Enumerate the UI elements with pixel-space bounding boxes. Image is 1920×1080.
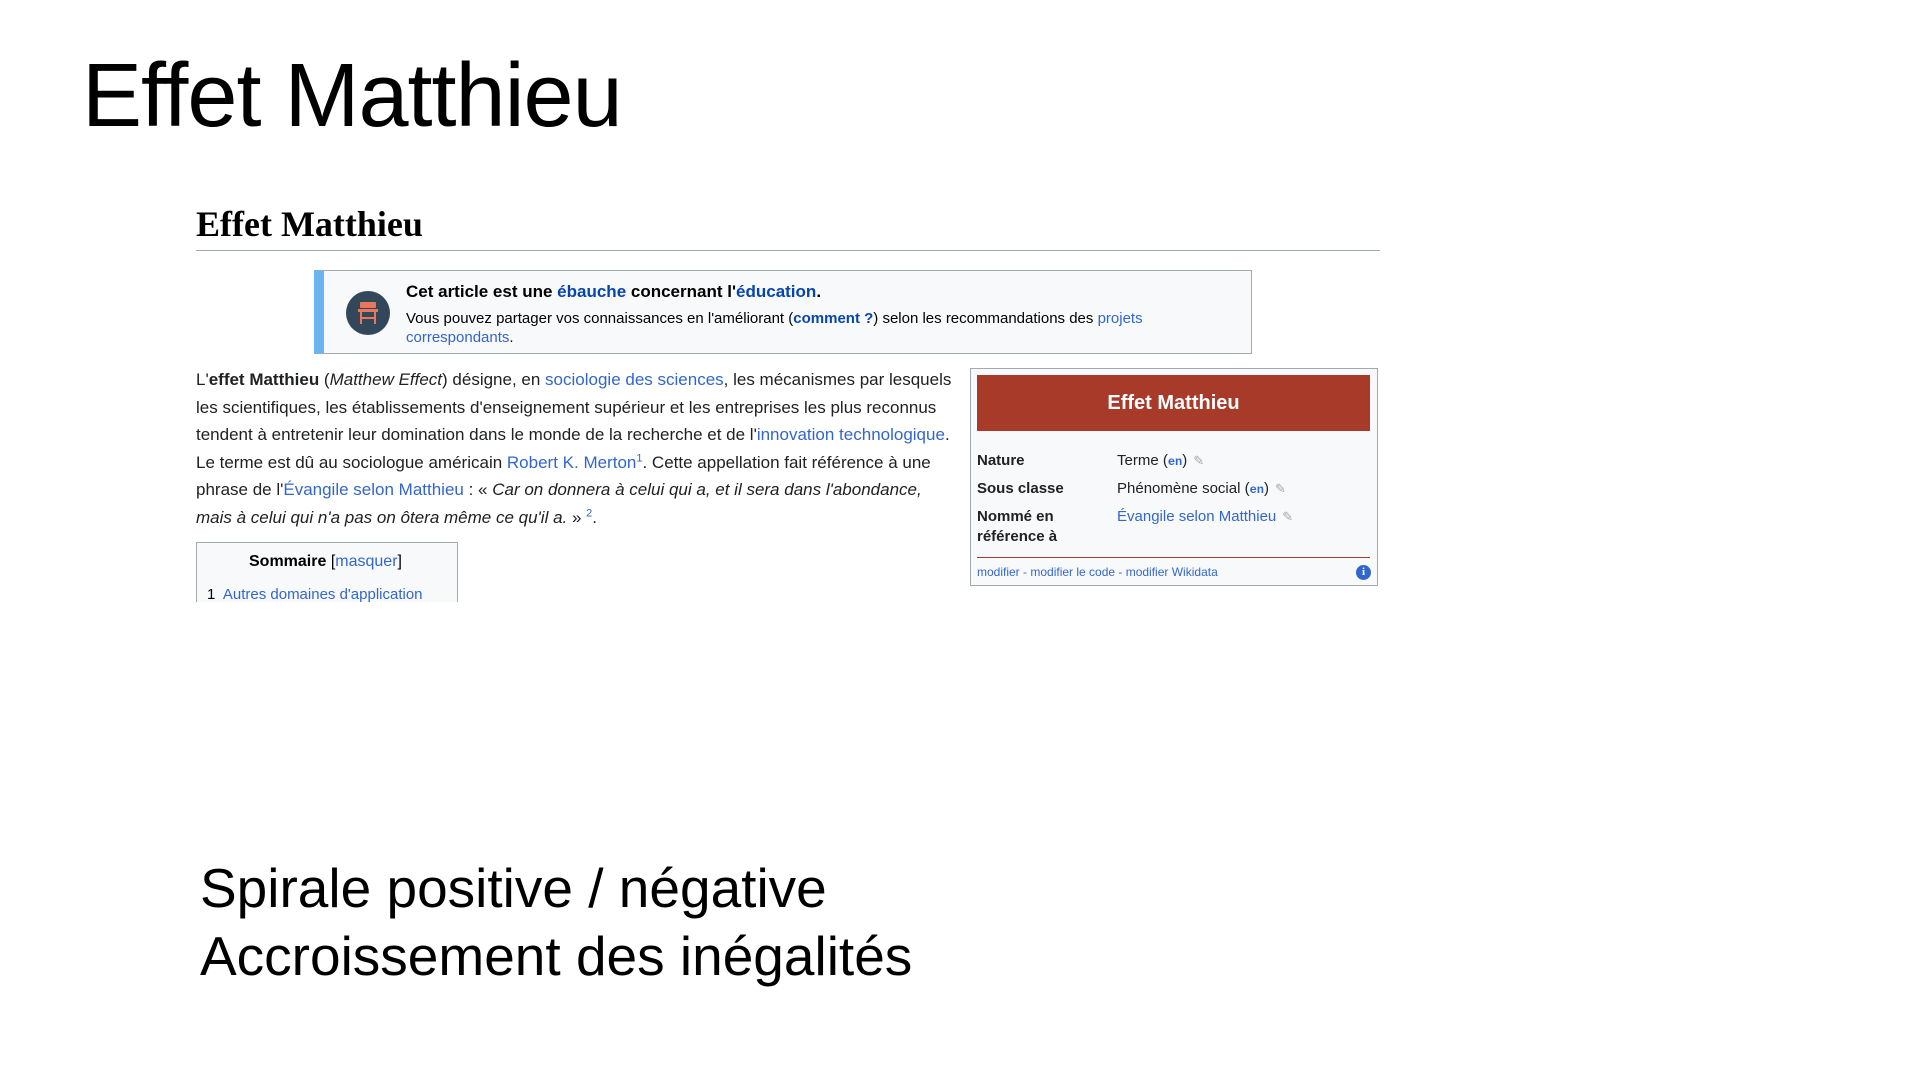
text: . <box>592 507 598 527</box>
link-projets-correspondants[interactable]: projets correspondants <box>406 310 1143 346</box>
infobox-value <box>1117 479 1286 500</box>
infobox-row-nature <box>977 451 1370 475</box>
bullet-line: Accroissement des inégalités <box>200 925 913 987</box>
paren: ( <box>1244 480 1250 497</box>
notice-heading <box>406 281 821 303</box>
text: , les mécanismes par lesquels les scientifiques, les établissements d'enseignement supérieur et les entreprises les plus reconnus tendent à entretenir leur domination dans le monde de la recherche et de l' <box>196 370 952 444</box>
toc-title: Sommaire <box>249 553 327 570</box>
link-en[interactable]: en <box>1167 455 1183 469</box>
toc-item-number: 1 <box>207 586 216 602</box>
infobox-edit-links[interactable]: modifier - modifier le code - modifier Wikidata <box>977 565 1218 579</box>
infobox <box>970 368 1378 586</box>
bullet-line: Spirale positive / négative <box>200 857 827 919</box>
bold-term: effet Matthieu <box>208 370 320 389</box>
infobox-row-nomme-en-reference <box>977 507 1370 551</box>
value-text: Phénomène social <box>1117 480 1241 497</box>
paren: ) <box>1182 452 1188 469</box>
text: L' <box>196 370 209 389</box>
toc-hide-toggle[interactable]: masquer <box>335 553 398 570</box>
text: . Le terme est dû au sociologue américain <box>196 425 950 472</box>
infobox-divider <box>977 557 1370 558</box>
notice-text: concernant l' <box>626 282 737 301</box>
text: ) désigne, en <box>442 370 546 389</box>
infobox-label: Nommé en référence à <box>977 508 1058 545</box>
footnote-2[interactable]: 2 <box>586 506 593 519</box>
link-evangile-selon-matthieu[interactable]: Évangile selon Matthieu <box>1117 508 1277 525</box>
infobox-label: Sous classe <box>977 480 1064 497</box>
text: ( <box>319 370 330 389</box>
notice-text: Cet article est une <box>406 282 558 301</box>
link-comment[interactable]: comment ? <box>793 310 874 327</box>
quote: Car on donnera à celui qui a, et il sera dans l'abondance, mais à celui qui n'a pas on ôtera même ce qu'il a. <box>196 480 922 527</box>
notice-body <box>406 309 1226 347</box>
pencil-icon[interactable]: ✎ <box>1282 509 1294 524</box>
infobox-label: Nature <box>977 452 1025 469</box>
link-ebauche[interactable]: ébauche <box>557 282 627 301</box>
italic-term: Matthew Effect <box>329 370 443 389</box>
toc-bracket: ] <box>397 553 402 570</box>
slide-bullets <box>200 854 912 990</box>
toc-item[interactable] <box>207 586 423 602</box>
slide-title: Effet Matthieu <box>82 46 622 146</box>
link-robert-k-merton[interactable]: Robert K. Merton <box>506 452 637 472</box>
infobox-value <box>1117 507 1293 527</box>
notice-text: Vous pouvez partager vos connaissances en l'améliorant ( <box>406 310 794 327</box>
toc-item-link[interactable]: Autres domaines d'application <box>222 586 423 602</box>
infobox-value <box>1117 451 1204 472</box>
paren: ( <box>1162 452 1168 469</box>
value-text: Terme <box>1117 452 1159 469</box>
footnote-1[interactable]: 1 <box>636 451 643 464</box>
infobox-row-sous-classe <box>977 479 1370 503</box>
text: » <box>567 507 587 527</box>
pencil-icon[interactable]: ✎ <box>1193 453 1205 468</box>
link-evangile-selon-matthieu[interactable]: Évangile selon Matthieu <box>283 480 464 499</box>
article-intro-paragraph <box>196 366 956 531</box>
link-innovation-technologique[interactable]: innovation technologique <box>756 425 945 444</box>
notice-text: . <box>509 329 514 346</box>
text: : « <box>463 480 493 499</box>
infobox-title: Effet Matthieu <box>977 375 1370 431</box>
notice-text: . <box>816 282 822 301</box>
text: . Cette appellation fait référence à une phrase de l' <box>196 452 931 499</box>
wikipedia-screenshot <box>196 190 1380 602</box>
toc-heading <box>249 553 402 571</box>
link-sociologie-des-sciences[interactable]: sociologie des sciences <box>545 370 724 389</box>
link-en[interactable]: en <box>1249 483 1264 497</box>
link-education[interactable]: éducation <box>736 282 817 301</box>
pencil-icon[interactable]: ✎ <box>1275 481 1286 496</box>
notice-text: ) selon les recommandations des <box>873 310 1098 327</box>
stub-notice-box <box>314 270 1252 354</box>
info-icon[interactable]: i <box>1356 565 1371 580</box>
table-of-contents <box>196 542 458 602</box>
paren: ) <box>1264 480 1269 497</box>
wiki-article-title: Effet Matthieu <box>196 190 1380 251</box>
toc-bracket: [ <box>330 553 336 570</box>
education-desk-icon <box>346 291 390 335</box>
